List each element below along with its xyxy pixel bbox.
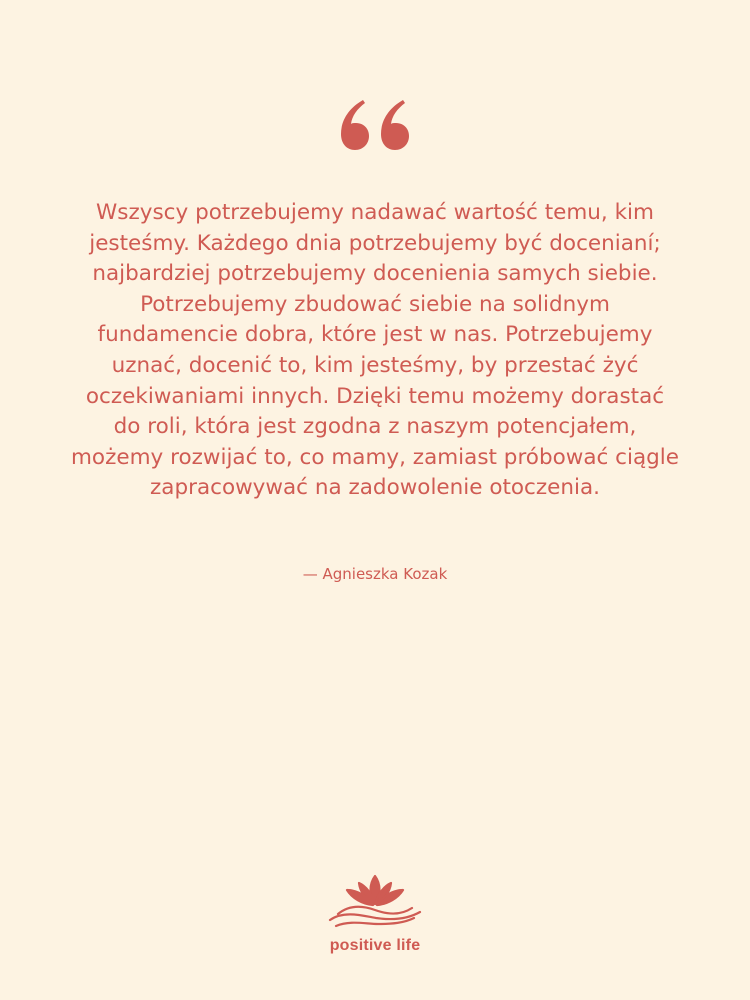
quote-mark-icon [0,90,750,160]
quote-author: — Agnieszka Kozak [302,565,448,583]
opening-quote-icon [335,90,415,154]
quote-text: Wszyscy potrzebujemy nadawać wartość temu, kim jesteśmy. Każdego dnia potrzebujemy być docenianí; najbardziej potrzebujemy docenienia samych siebie. Potrzebujemy zbudować siebie na solidnym fundamencie dobra, które jest w nas. Potrzebujemy uznać, docenić to, kim jesteśmy, by przestać żyć oczekiwaniami innych. Dzięki temu możemy dorastać do roli, która jest zgodna z naszym potencjałem, możemy rozwijać to, co mamy, zamiast próbować ciągle zapracowywać na zadowolenie otoczenia. [70,200,679,501]
brand-logo [0,870,750,956]
brand-name: positive life [329,937,421,954]
lotus-icon [320,870,430,932]
